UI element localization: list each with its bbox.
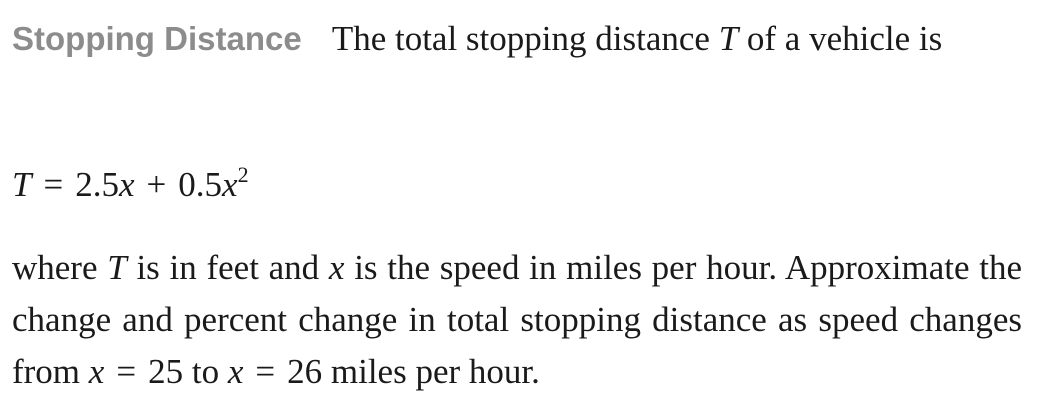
description-equals-2: = xyxy=(255,352,276,391)
intro-tail-2: vehicle is xyxy=(809,19,943,58)
problem-intro xyxy=(12,14,1022,64)
description-variable-T: T xyxy=(107,248,127,287)
description-value-to: 26 miles per hour. xyxy=(287,352,540,391)
description-variable-x-to: x xyxy=(227,352,244,391)
intro-variable-T: T xyxy=(718,19,739,58)
equation-exponent: 2 xyxy=(237,162,249,187)
problem-description xyxy=(12,242,1022,398)
equation-term1-variable: x xyxy=(118,165,135,204)
description-part2: is in feet and xyxy=(136,248,320,287)
intro-text: The total stopping distance xyxy=(331,19,710,58)
problem-container xyxy=(12,14,1023,391)
problem-heading: Stopping Distance xyxy=(12,20,302,57)
description-value-from: 25 to xyxy=(148,352,220,391)
description-part3: is the speed in miles per hour. Approximate the change and percent change in total stopping distance as speed changes from xyxy=(12,248,1023,391)
equation-term2-coefficient: 0.5 xyxy=(178,165,223,204)
description-equals-1: = xyxy=(116,352,137,391)
description-variable-x-from: x xyxy=(88,352,105,391)
equation-lhs: T xyxy=(12,165,32,204)
description-part1: where xyxy=(12,248,98,287)
equation-term2-variable: x xyxy=(222,165,238,204)
intro-tail-1: of a xyxy=(746,19,801,58)
stopping-distance-equation xyxy=(12,160,249,210)
equation-plus: + xyxy=(146,165,167,204)
equation-equals: = xyxy=(43,165,64,204)
equation-term1-coefficient: 2.5 xyxy=(75,165,119,204)
description-variable-x: x xyxy=(328,248,345,287)
